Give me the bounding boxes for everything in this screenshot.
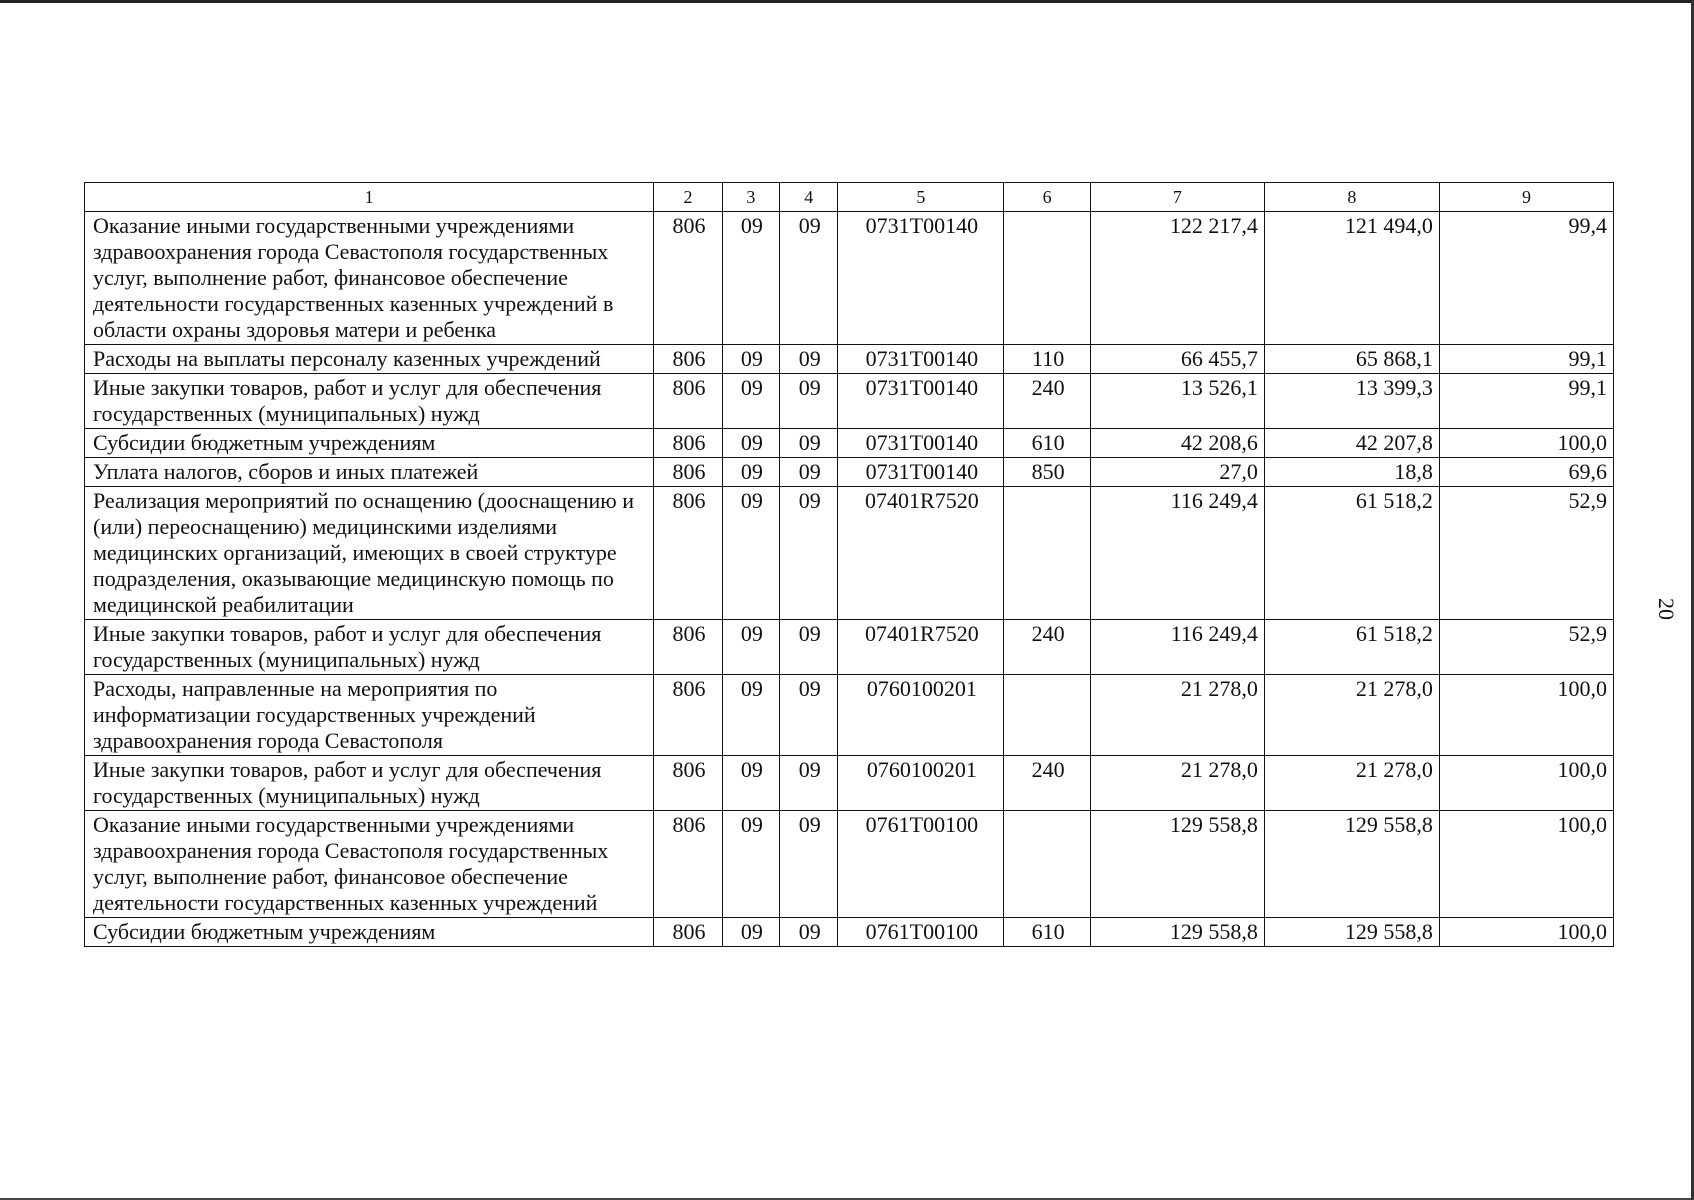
cell-execution-percent: 99,4 [1439,212,1613,345]
cell-expense-type: 240 [1004,374,1091,429]
cell-subsection: 09 [780,811,838,918]
row-description: Расходы, направленные на мероприятия по информатизации государственных учреждений здравоохранения города Севастополя [85,675,654,756]
row-description: Иные закупки товаров, работ и услуг для обеспечения государственных (муниципальных) нужд [85,756,654,811]
cell-ministry-code: 806 [654,212,722,345]
cell-executed-amount: 121 494,0 [1264,212,1439,345]
cell-ministry-code: 806 [654,675,722,756]
row-description: Реализация мероприятий по оснащению (дооснащению и (или) переоснащению) медицинскими изделиями медицинских организаций, имеющих в своей структуре подразделения, оказывающие медицинскую помощь по медицинской реабилитации [85,487,654,620]
row-description: Иные закупки товаров, работ и услуг для обеспечения государственных (муниципальных) нужд [85,374,654,429]
cell-executed-amount: 42 207,8 [1264,429,1439,458]
cell-planned-amount: 129 558,8 [1090,918,1264,947]
header-cell: 3 [722,183,779,212]
header-cell: 4 [780,183,838,212]
cell-executed-amount: 61 518,2 [1264,620,1439,675]
cell-execution-percent: 100,0 [1439,918,1613,947]
cell-execution-percent: 52,9 [1439,487,1613,620]
cell-planned-amount: 116 249,4 [1090,620,1264,675]
cell-expense-type [1004,212,1091,345]
cell-planned-amount: 21 278,0 [1090,675,1264,756]
table-row [85,675,1614,756]
header-cell: 5 [838,183,1004,212]
cell-subsection: 09 [780,620,838,675]
table-row [85,811,1614,918]
cell-expense-type: 610 [1004,429,1091,458]
cell-expense-type [1004,487,1091,620]
cell-executed-amount: 18,8 [1264,458,1439,487]
cell-executed-amount: 21 278,0 [1264,756,1439,811]
cell-subsection: 09 [780,675,838,756]
cell-planned-amount: 42 208,6 [1090,429,1264,458]
cell-target-article: 0731Т00140 [838,345,1004,374]
cell-executed-amount: 61 518,2 [1264,487,1439,620]
cell-planned-amount: 21 278,0 [1090,756,1264,811]
budget-table [84,182,1614,947]
cell-section: 09 [722,212,779,345]
cell-execution-percent: 100,0 [1439,675,1613,756]
cell-subsection: 09 [780,458,838,487]
header-cell: 6 [1004,183,1091,212]
cell-planned-amount: 66 455,7 [1090,345,1264,374]
table-row [85,918,1614,947]
cell-planned-amount: 27,0 [1090,458,1264,487]
cell-section: 09 [722,345,779,374]
cell-section: 09 [722,756,779,811]
row-description: Иные закупки товаров, работ и услуг для обеспечения государственных (муниципальных) нужд [85,620,654,675]
cell-execution-percent: 52,9 [1439,620,1613,675]
cell-ministry-code: 806 [654,487,722,620]
cell-expense-type: 240 [1004,756,1091,811]
cell-section: 09 [722,918,779,947]
table-body [85,212,1614,947]
table-row [85,212,1614,345]
cell-execution-percent: 100,0 [1439,756,1613,811]
cell-execution-percent: 100,0 [1439,811,1613,918]
cell-section: 09 [722,429,779,458]
cell-ministry-code: 806 [654,620,722,675]
cell-target-article: 0760100201 [838,756,1004,811]
cell-execution-percent: 99,1 [1439,374,1613,429]
cell-subsection: 09 [780,756,838,811]
cell-target-article: 0731Т00140 [838,374,1004,429]
cell-expense-type: 240 [1004,620,1091,675]
cell-executed-amount: 65 868,1 [1264,345,1439,374]
cell-target-article: 0731Т00140 [838,429,1004,458]
cell-target-article: 0731Т00140 [838,458,1004,487]
cell-subsection: 09 [780,345,838,374]
cell-subsection: 09 [780,487,838,620]
cell-subsection: 09 [780,429,838,458]
cell-ministry-code: 806 [654,345,722,374]
header-cell: 1 [85,183,654,212]
row-description: Субсидии бюджетным учреждениям [85,429,654,458]
table-row [85,458,1614,487]
cell-expense-type: 110 [1004,345,1091,374]
cell-subsection: 09 [780,212,838,345]
cell-planned-amount: 129 558,8 [1090,811,1264,918]
cell-section: 09 [722,374,779,429]
cell-section: 09 [722,620,779,675]
cell-expense-type: 610 [1004,918,1091,947]
cell-subsection: 09 [780,374,838,429]
table-row [85,345,1614,374]
cell-subsection: 09 [780,918,838,947]
cell-target-article: 0760100201 [838,675,1004,756]
cell-section: 09 [722,675,779,756]
row-description: Оказание иными государственными учреждениями здравоохранения города Севастополя государственных услуг, выполнение работ, финансовое обеспечение деятельности государственных казенных учреждений [85,811,654,918]
cell-ministry-code: 806 [654,429,722,458]
cell-target-article: 07401R7520 [838,487,1004,620]
cell-execution-percent: 100,0 [1439,429,1613,458]
cell-expense-type: 850 [1004,458,1091,487]
row-description: Расходы на выплаты персоналу казенных учреждений [85,345,654,374]
cell-expense-type [1004,811,1091,918]
cell-execution-percent: 99,1 [1439,345,1613,374]
cell-executed-amount: 13 399,3 [1264,374,1439,429]
table-row [85,620,1614,675]
cell-section: 09 [722,487,779,620]
table-row [85,374,1614,429]
cell-section: 09 [722,458,779,487]
row-description: Уплата налогов, сборов и иных платежей [85,458,654,487]
cell-planned-amount: 13 526,1 [1090,374,1264,429]
cell-ministry-code: 806 [654,811,722,918]
cell-target-article: 0731Т00140 [838,212,1004,345]
table-row [85,487,1614,620]
cell-planned-amount: 116 249,4 [1090,487,1264,620]
cell-target-article: 0761Т00100 [838,918,1004,947]
header-cell: 2 [654,183,722,212]
cell-executed-amount: 129 558,8 [1264,918,1439,947]
cell-ministry-code: 806 [654,918,722,947]
cell-target-article: 07401R7520 [838,620,1004,675]
row-description: Субсидии бюджетным учреждениям [85,918,654,947]
header-cell: 8 [1264,183,1439,212]
row-description: Оказание иными государственными учреждениями здравоохранения города Севастополя государственных услуг, выполнение работ, финансовое обеспечение деятельности государственных казенных учреждений в области охраны здоровья матери и ребенка [85,212,654,345]
header-row [85,183,1614,212]
table-row [85,429,1614,458]
cell-section: 09 [722,811,779,918]
cell-planned-amount: 122 217,4 [1090,212,1264,345]
cell-ministry-code: 806 [654,756,722,811]
header-cell: 7 [1090,183,1264,212]
cell-executed-amount: 21 278,0 [1264,675,1439,756]
cell-execution-percent: 69,6 [1439,458,1613,487]
table-row [85,756,1614,811]
cell-ministry-code: 806 [654,374,722,429]
cell-ministry-code: 806 [654,458,722,487]
page-number: 20 [1654,598,1679,620]
cell-target-article: 0761Т00100 [838,811,1004,918]
header-cell: 9 [1439,183,1613,212]
cell-executed-amount: 129 558,8 [1264,811,1439,918]
cell-expense-type [1004,675,1091,756]
